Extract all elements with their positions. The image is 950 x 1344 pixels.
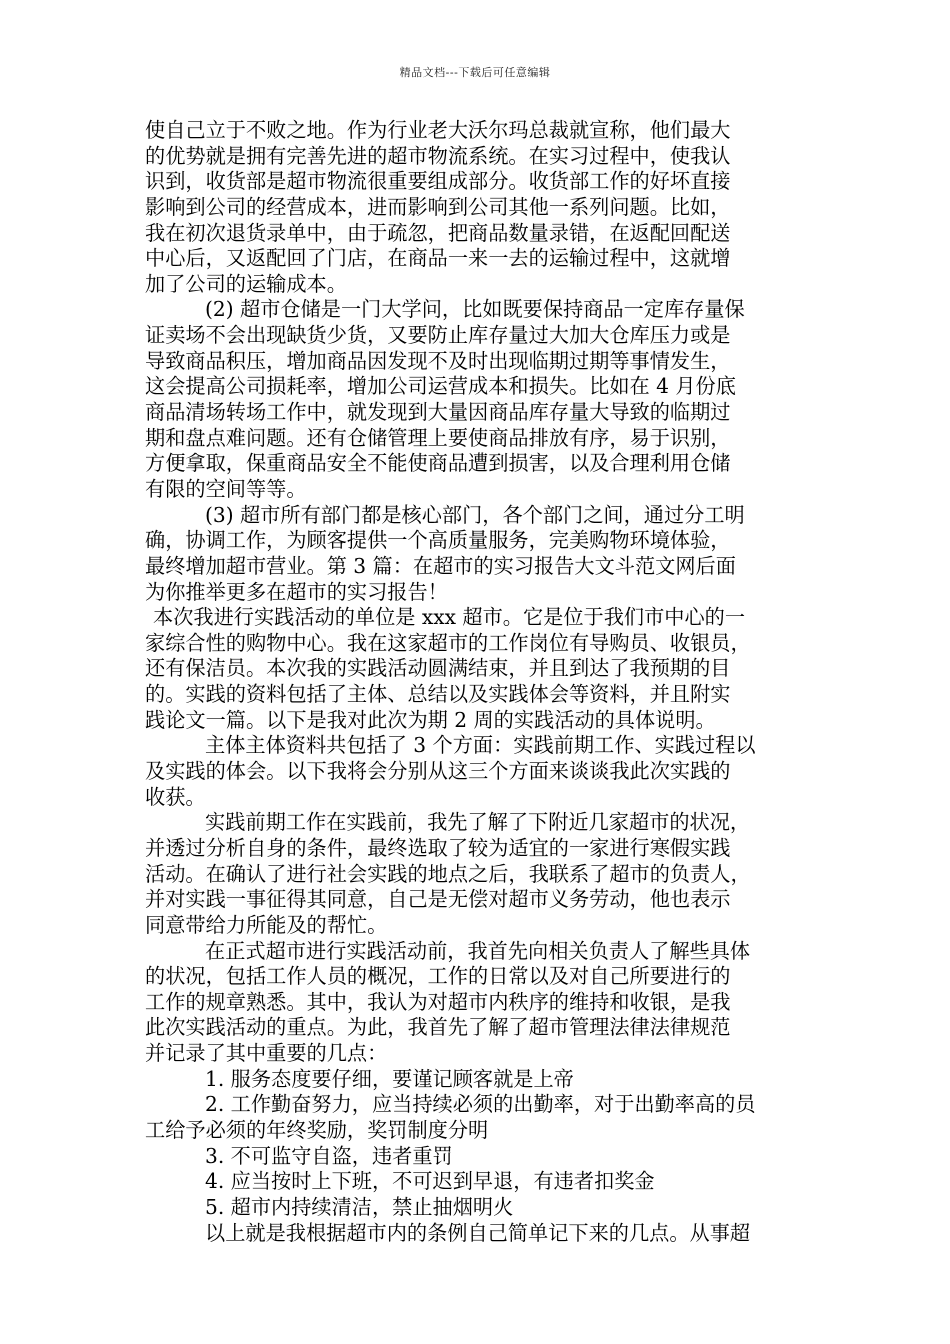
text-line: 1. 服务态度要仔细，要谨记顾客就是上帝 [205,1066,574,1091]
text-line: 并对实践一事征得其同意，自己是无偿对超市义务劳动，他也表示 [145,887,731,912]
text-line: 5. 超市内持续清洁，禁止抽烟明火 [205,1194,514,1219]
text-line: 还有保洁员。本次我的实践活动圆满结束，并且到达了我预期的目 [145,656,731,681]
text-line: 以上就是我根据超市内的条例自己简单记下来的几点。从事超 [205,1220,751,1245]
text-line: 我在初次退货录单中，由于疏忽，把商品数量录错，在返配回配送 [145,220,731,245]
text-line: 工作的规章熟悉。其中，我认为对超市内秩序的维持和收银，是我 [145,989,731,1014]
text-line: 导致商品积压，增加商品因发现不及时出现临期过期等事情发生， [145,348,731,373]
text-line: 识到，收货部是超市物流很重要组成部分。收货部工作的好坏直接 [145,169,731,194]
text-line: 期和盘点难问题。还有仓储管理上要使商品排放有序，易于识别， [145,425,731,450]
text-line: 这会提高公司损耗率，增加公司运营成本和损失。比如在 4 月份底 [145,374,736,399]
page-header: 精品文档---下载后可任意编辑 [399,66,551,79]
text-line: 的。实践的资料包括了主体、总结以及实践体会等资料，并且附实 [145,682,731,707]
text-line: 并记录了其中重要的几点： [145,1041,388,1066]
text-line: 同意带给力所能及的帮忙。 [145,912,388,937]
text-line: 2. 工作勤奋努力，应当持续必须的出勤率，对于出勤率高的员 [205,1092,756,1117]
text-line: 并透过分析自身的条件，最终选取了较为适宜的一家进行寒假实践 [145,835,731,860]
text-line: 践论文一篇。以下是我对此次为期 2 周的实践活动的具体说明。 [145,707,716,732]
text-line: 工给予必须的年终奖励，奖罚制度分明 [145,1117,489,1142]
text-line: 此次实践活动的重点。为此，我首先了解了超市管理法律法律规范 [145,1015,731,1040]
text-line: 使自己立于不败之地。作为行业老大沃尔玛总裁就宣称，他们最大 [145,118,731,142]
text-line: 加了公司的运输成本。 [145,271,347,296]
text-line: 实践前期工作在实践前，我先了解了下附近几家超市的状况， [205,810,751,835]
text-line: 收获。 [145,784,206,809]
text-line: 确，协调工作，为顾客提供一个高质量服务，完美购物环境体验， [145,528,731,553]
text-line: 最终增加超市营业。第 3 篇：在超市的实习报告大文斗范文网后面 [145,553,736,578]
text-line: 及实践的体会。以下我将会分别从这三个方面来谈谈我此次实践的 [145,759,731,784]
text-line: 3. 不可监守自盗，违者重罚 [205,1143,453,1168]
text-line: 主体主体资料共包括了 3 个方面：实践前期工作、实践过程以 [205,733,756,758]
text-line: (2) 超市仓储是一门大学问，比如既要保持商品一定库存量保 [205,297,745,322]
text-line: 活动。在确认了进行社会实践的地点之后，我联系了超市的负责人， [145,861,751,886]
text-line: 商品清场转场工作中，就发现到大量因商品库存量大导致的临期过 [145,400,731,425]
text-line: 的状况，包括工作人员的概况，工作的日常以及对自己所要进行的 [145,964,731,989]
text-line: 的优势就是拥有完善先进的超市物流系统。在实习过程中，使我认 [145,143,731,168]
text-line: 为你推举更多在超市的实习报告！ [145,579,448,604]
text-line: 在正式超市进行实践活动前，我首先向相关负责人了解些具体 [205,938,751,963]
text-line: 中心后，又返配回了门店，在商品一来一去的运输过程中，这就增 [145,246,731,271]
text-line: 家综合性的购物中心。我在这家超市的工作岗位有导购员、收银员， [145,630,751,655]
text-line: 影响到公司的经营成本，进而影响到公司其他一系列问题。比如， [145,194,731,219]
text-line: 本次我进行实践活动的单位是 xxx 超市。它是位于我们市中心的一 [153,605,746,630]
text-line: (3) 超市所有部门都是核心部门，各个部门之间，通过分工明 [205,502,745,527]
text-line: 4. 应当按时上下班，不可迟到早退，有违者扣奖金 [205,1169,655,1194]
text-line: 有限的空间等等。 [145,476,307,501]
document-body [145,118,813,1246]
text-line: 证卖场不会出现缺货少货，又要防止库存量过大加大仓库压力或是 [145,323,731,348]
text-line: 方便拿取，保重商品安全不能使商品遭到损害，以及合理利用仓储 [145,451,731,476]
